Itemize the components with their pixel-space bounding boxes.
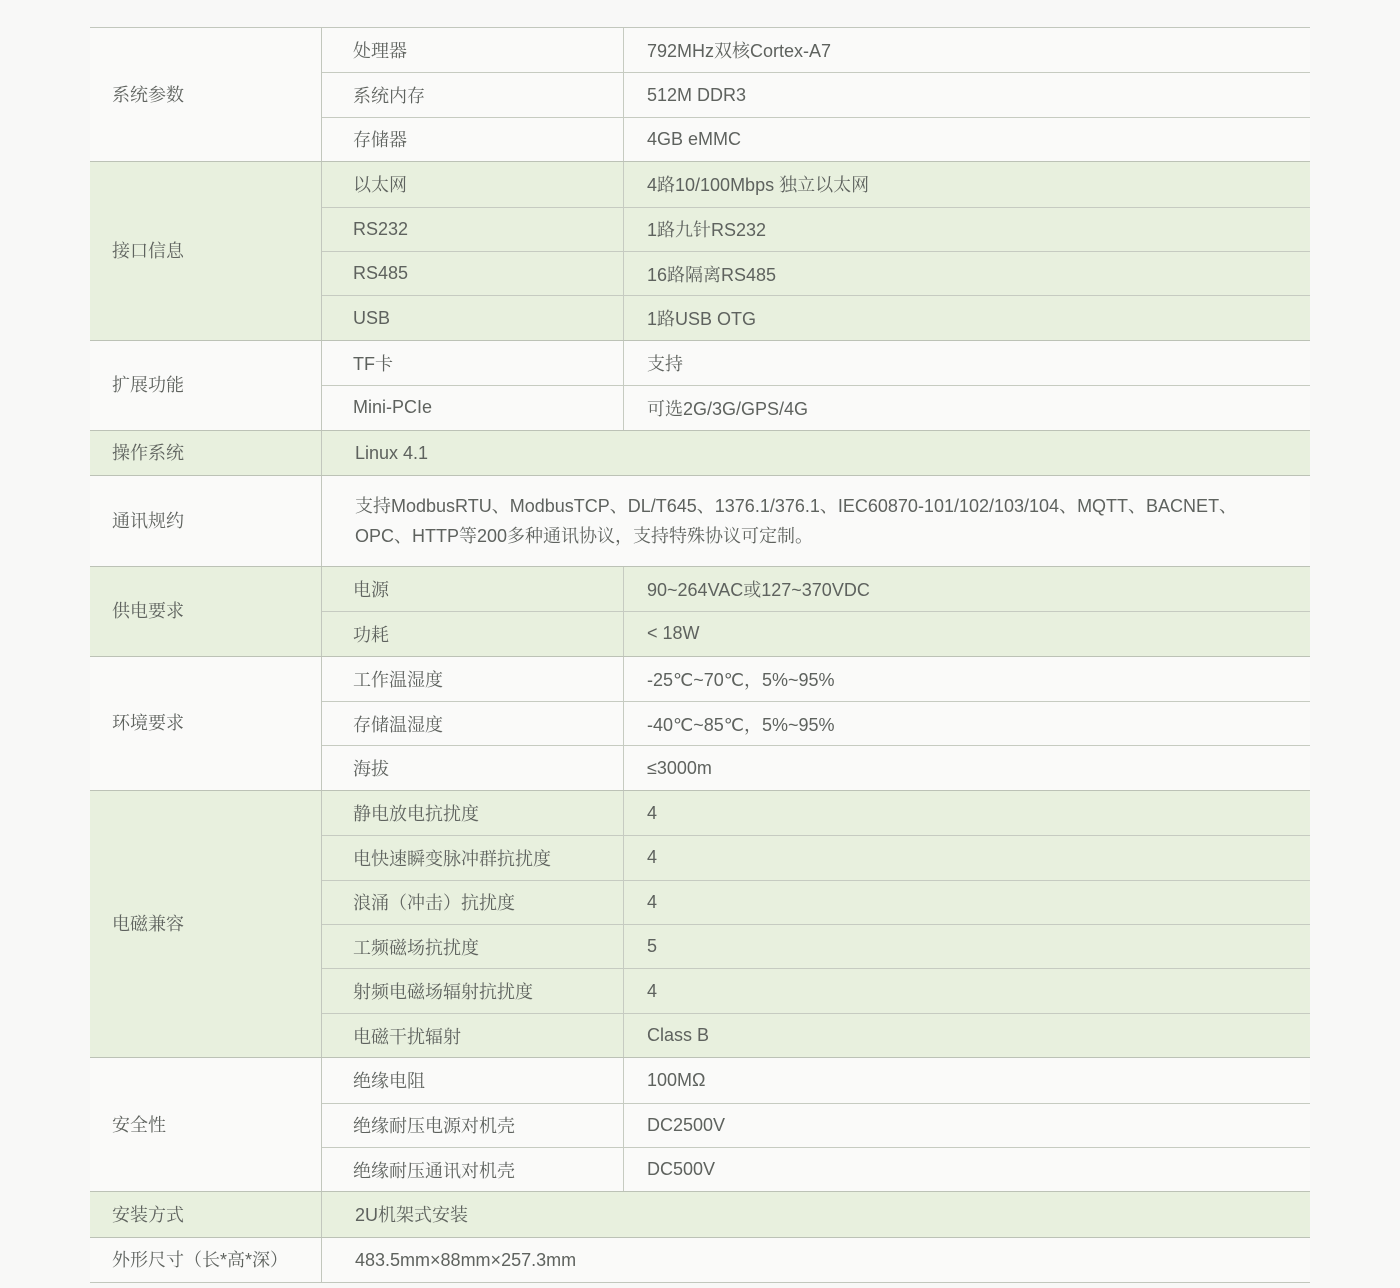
param-cell: 浪涌（冲击）抗扰度 xyxy=(322,881,624,924)
param-cell: 海拔 xyxy=(322,746,624,789)
section-rows xyxy=(322,1192,1310,1236)
param-cell: TF卡 xyxy=(322,341,624,385)
table-row xyxy=(322,162,1310,206)
table-row xyxy=(322,72,1310,116)
table-row xyxy=(322,341,1310,385)
param-cell: 存储器 xyxy=(322,118,624,161)
section-system-params xyxy=(90,28,1310,161)
table-row xyxy=(322,431,1310,475)
table-row xyxy=(322,611,1310,655)
value-cell: 4 xyxy=(647,802,658,823)
param-cell: 绝缘电阻 xyxy=(322,1058,624,1102)
param-cell: 以太网 xyxy=(322,162,624,206)
category-cell: 通讯规约 xyxy=(90,476,322,566)
merged-value-cell: 支持ModbusRTU、ModbusTCP、DL/T645、1376.1/376.1、IEC60870-101/102/103/104、MQTT、BACNET、OPC、HTTP等200多种通讯协议，支持特殊协议可定制。 xyxy=(355,495,1238,546)
table-row xyxy=(322,207,1310,251)
table-row xyxy=(322,295,1310,339)
value-cell: 可选2G/3G/GPS/4G xyxy=(647,398,809,419)
table-row xyxy=(322,385,1310,429)
value-cell: 792MHz双核Cortex-A7 xyxy=(647,41,832,62)
table-row xyxy=(322,791,1310,835)
param-cell: 电快速瞬变脉冲群抗扰度 xyxy=(322,836,624,879)
section-power-requirements xyxy=(90,566,1310,656)
category-cell: 供电要求 xyxy=(90,567,322,656)
section-rows xyxy=(322,1058,1310,1191)
section-safety xyxy=(90,1057,1310,1191)
category-cell: 操作系统 xyxy=(90,431,322,475)
category-cell: 环境要求 xyxy=(90,657,322,790)
section-rows xyxy=(322,28,1310,161)
value-cell: 512M DDR3 xyxy=(647,84,747,105)
section-expansion-features xyxy=(90,340,1310,430)
merged-value-cell: 2U机架式安装 xyxy=(355,1204,469,1225)
param-cell: 存储温湿度 xyxy=(322,702,624,745)
param-cell: 绝缘耐压通讯对机壳 xyxy=(322,1148,624,1191)
value-cell: 90~264VAC或127~370VDC xyxy=(647,580,870,601)
param-cell: 电磁干扰辐射 xyxy=(322,1014,624,1057)
table-row xyxy=(322,701,1310,745)
section-dimensions xyxy=(90,1237,1310,1282)
value-cell: ≤3000m xyxy=(647,757,712,778)
param-cell: 处理器 xyxy=(322,28,624,72)
value-cell: 4 xyxy=(647,847,658,868)
category-cell: 电磁兼容 xyxy=(90,791,322,1057)
table-row xyxy=(322,251,1310,295)
section-rows xyxy=(322,1238,1310,1282)
table-row xyxy=(322,1192,1310,1236)
section-rows xyxy=(322,431,1310,475)
table-row xyxy=(322,968,1310,1012)
value-cell: < 18W xyxy=(647,623,700,644)
value-cell: Class B xyxy=(647,1025,710,1045)
table-row xyxy=(322,28,1310,72)
spec-table xyxy=(90,27,1310,1283)
category-cell: 外形尺寸（长*高*深） xyxy=(90,1238,322,1282)
section-rows xyxy=(322,791,1310,1057)
section-rows xyxy=(322,162,1310,340)
section-environment-requirements xyxy=(90,656,1310,790)
merged-value-cell: Linux 4.1 xyxy=(355,442,429,463)
table-row xyxy=(322,1103,1310,1147)
section-emc xyxy=(90,790,1310,1057)
section-rows xyxy=(322,657,1310,790)
section-operating-system xyxy=(90,430,1310,475)
value-cell: 1路USB OTG xyxy=(647,309,757,330)
table-row xyxy=(322,657,1310,701)
value-cell: 100MΩ xyxy=(647,1069,706,1090)
value-cell: 1路九针RS232 xyxy=(647,220,767,241)
param-cell: 系统内存 xyxy=(322,73,624,116)
table-row xyxy=(322,1058,1310,1102)
section-rows xyxy=(322,567,1310,656)
param-cell: 静电放电抗扰度 xyxy=(322,791,624,835)
value-cell: -40℃~85℃，5%~95% xyxy=(647,714,835,735)
section-rows xyxy=(322,476,1310,566)
value-cell: DC2500V xyxy=(647,1114,726,1135)
table-row xyxy=(322,880,1310,924)
param-cell: 射频电磁场辐射抗扰度 xyxy=(322,969,624,1012)
table-row xyxy=(322,567,1310,611)
value-cell: DC500V xyxy=(647,1159,716,1180)
value-cell: 4GB eMMC xyxy=(647,128,742,149)
table-row xyxy=(322,1238,1310,1282)
table-row xyxy=(322,1147,1310,1191)
category-cell: 安装方式 xyxy=(90,1192,322,1236)
section-mounting xyxy=(90,1191,1310,1236)
value-cell: 4路10/100Mbps 独立以太网 xyxy=(647,175,870,196)
section-interface-info xyxy=(90,161,1310,340)
category-cell: 扩展功能 xyxy=(90,341,322,430)
param-cell: 电源 xyxy=(322,567,624,611)
category-cell: 接口信息 xyxy=(90,162,322,340)
table-row xyxy=(322,745,1310,789)
value-cell: 16路隔离RS485 xyxy=(647,264,777,285)
table-row xyxy=(322,835,1310,879)
param-cell: 绝缘耐压电源对机壳 xyxy=(322,1104,624,1147)
section-rows xyxy=(322,341,1310,430)
value-cell: -25℃~70℃，5%~95% xyxy=(647,669,835,690)
param-cell: RS485 xyxy=(322,252,624,295)
value-cell: 4 xyxy=(647,980,658,1001)
table-row xyxy=(322,924,1310,968)
value-cell: 4 xyxy=(647,891,658,912)
value-cell: 5 xyxy=(647,936,658,957)
table-row xyxy=(322,117,1310,161)
table-row xyxy=(322,1013,1310,1057)
param-cell: Mini-PCIe xyxy=(322,386,624,429)
merged-value-cell: 483.5mm×88mm×257.3mm xyxy=(355,1249,577,1270)
param-cell: 工频磁场抗扰度 xyxy=(322,925,624,968)
category-cell: 安全性 xyxy=(90,1058,322,1191)
param-cell: 功耗 xyxy=(322,612,624,655)
value-cell: 支持 xyxy=(647,353,683,374)
param-cell: RS232 xyxy=(322,208,624,251)
category-cell: 系统参数 xyxy=(90,28,322,161)
param-cell: 工作温湿度 xyxy=(322,657,624,701)
param-cell: USB xyxy=(322,296,624,339)
table-row xyxy=(322,476,1310,566)
section-communication-protocols xyxy=(90,475,1310,566)
